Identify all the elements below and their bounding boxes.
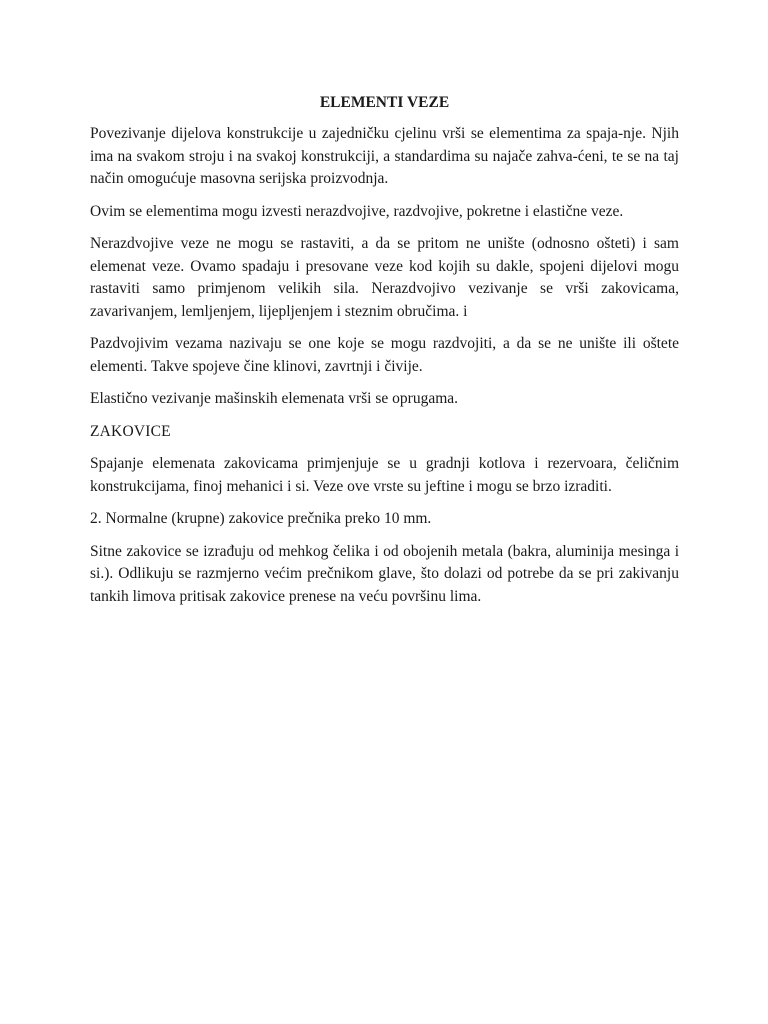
section-heading-zakovice: ZAKOVICE bbox=[90, 422, 171, 440]
paragraph-razdvojive: Pazdvojivim vezama nazivaju se one koje se mogu razdvojiti, a da se ne unište ili oštete elementi. Takve spojeve čine klinovi, zavrtnji i čivije. bbox=[90, 335, 679, 375]
paragraph-intro: Povezivanje dijelova konstrukcije u zajedničku cjelinu vrši se elementima za spaja-nje. Njih ima na svakom stroju i na svakoj konstrukciji, a standardima su najače zahva-ćeni, te se na taj način omogućuje masovna serijska proizvodnja. bbox=[90, 125, 679, 187]
document-title: ELEMENTI VEZE bbox=[319, 94, 450, 111]
paragraph-elasticno: Elastično vezivanje mašinskih elemenata vrši se oprugama. bbox=[90, 390, 459, 407]
paragraph-types: Ovim se elementima mogu izvesti nerazdvojive, razdvojive, pokretne i elastične veze. bbox=[90, 202, 624, 220]
paragraph-sitne-zakovice: Sitne zakovice se izrađuju od mehkog čelika i od obojenih metala (bakra, aluminija mesinga i si.). Odlikuju se razmjerno većim prečnikom glave, što dolazi od potrebe da se pri zakivanju tankih limova pritisak zakovice prenese na veću površinu lima. bbox=[90, 542, 679, 605]
paragraph-zakovice-intro: Spajanje elemenata zakovicama primjenjuje se u gradnji kotlova i rezervoara, čeličnim konstrukcijama, finoj mehanici i si. Veze ove vrste su jeftine i mogu se brzo izraditi. bbox=[90, 455, 679, 495]
document-page bbox=[90, 93, 679, 618]
paragraph-normalne-zakovice: 2. Normalne (krupne) zakovice prečnika preko 10 mm. bbox=[90, 510, 432, 527]
paragraph-nerazdvojive: Nerazdvojive veze ne mogu se rastaviti, a da se pritom ne unište (odnosno ošteti) i sam elemenat veze. Ovamo spadaju i presovane veze kod kojih su dakle, spojeni dijelovi mogu rastaviti samo primjenom velikih sila. Nerazdvojivo vezivanje se vrši zakovicama, zavarivanjem, lemljenjem, lijepljenjem i steznim obručima. i bbox=[90, 235, 679, 320]
